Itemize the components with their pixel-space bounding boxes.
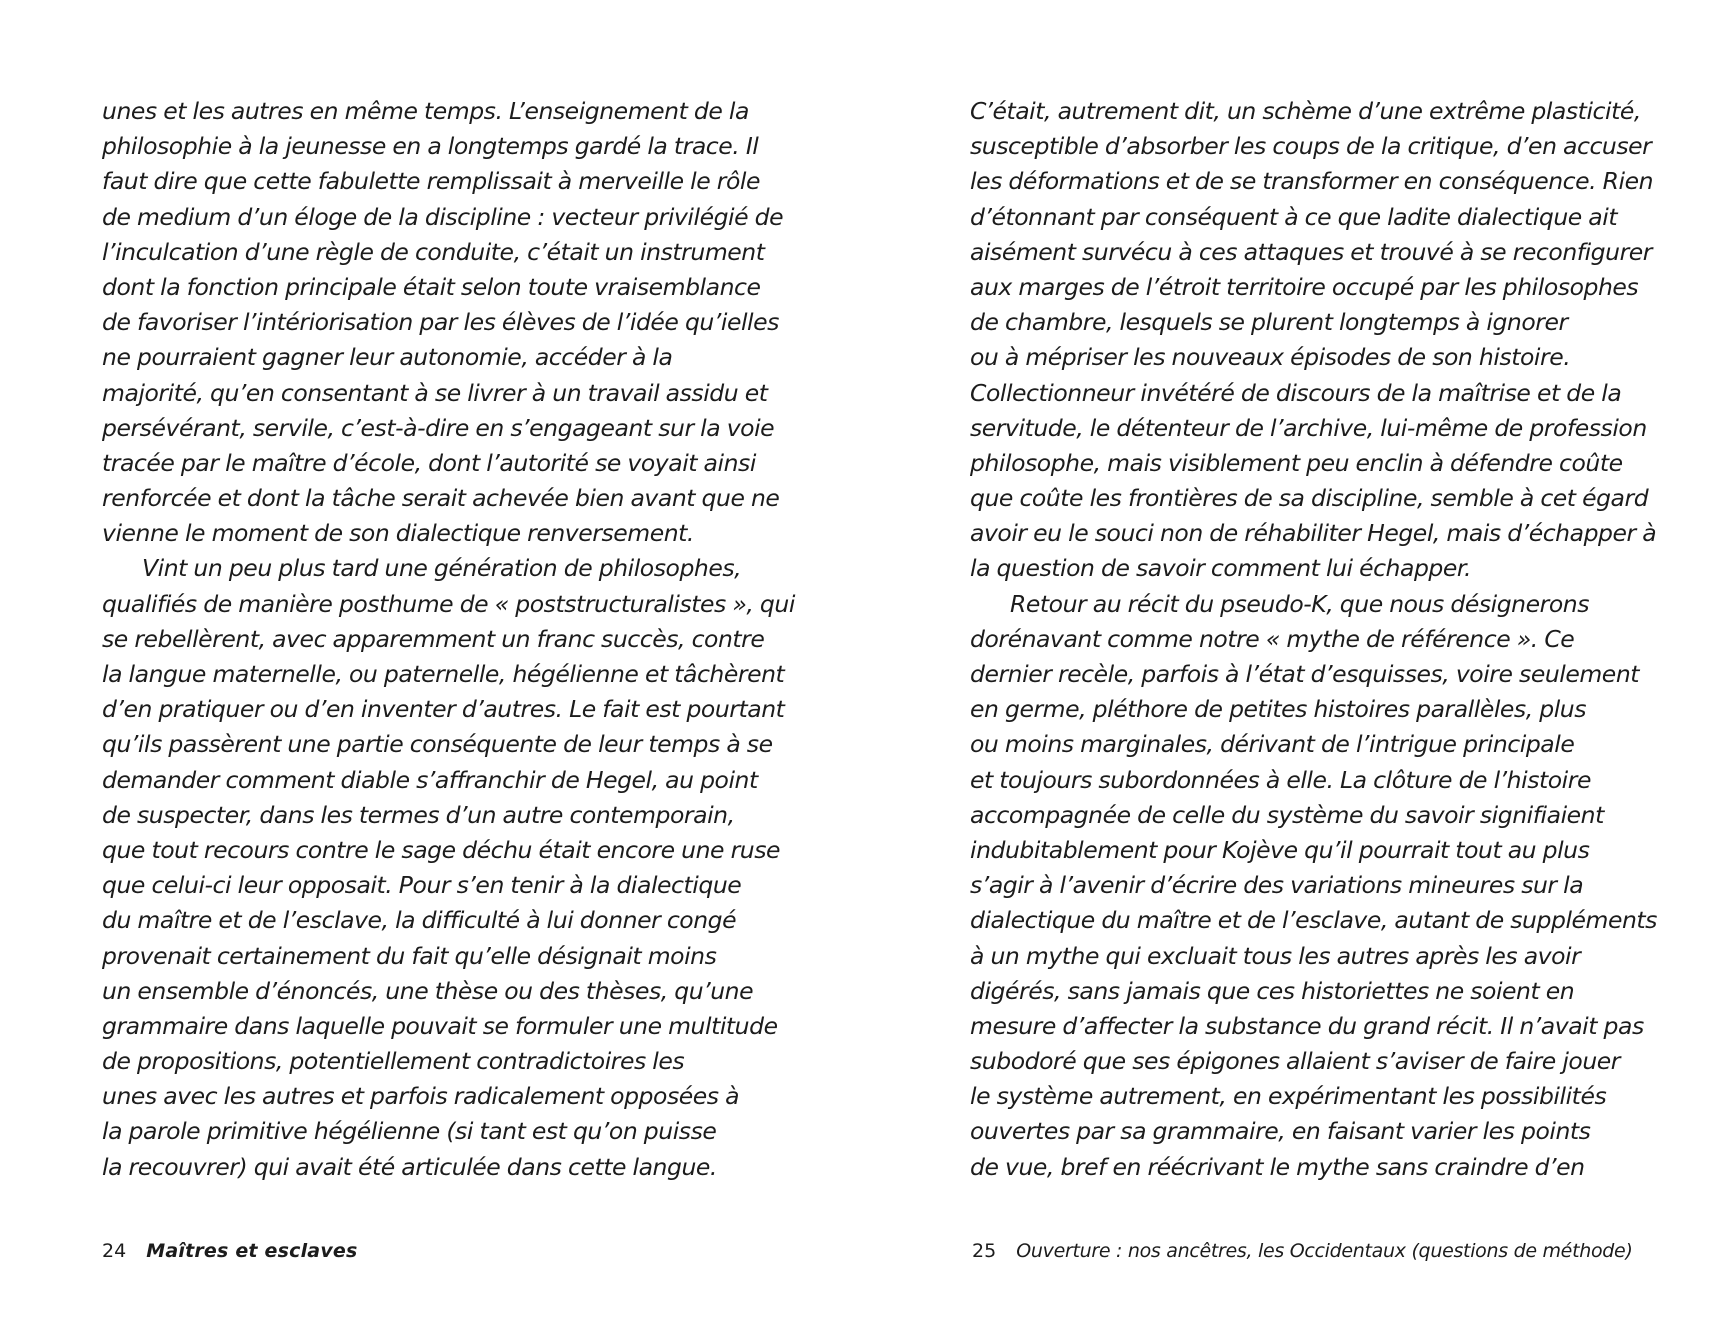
text-line: unes et les autres en même temps. L’enseignement de la	[102, 97, 749, 125]
text-line: accompagnée de celle du système du savoir signifiaient	[970, 800, 1604, 829]
text-line: de propositions, potentiellement contradictoires les	[102, 1047, 685, 1076]
text-line: et toujours subordonnées à elle. La clôture de l’histoire	[970, 765, 1591, 794]
text-line: la parole primitive hégélienne (si tant est qu’on puisse	[102, 1117, 717, 1146]
text-line: la langue maternelle, ou paternelle, hégélienne et tâchèrent	[102, 660, 785, 688]
page-number: 25	[972, 1240, 997, 1262]
paragraph-start-line: Vint un peu plus tard une génération de philosophes,	[142, 554, 742, 583]
text-line: la question de savoir comment lui échapper.	[970, 554, 1471, 583]
text-line: subodoré que ses épigones allaient s’aviser de faire jouer	[970, 1047, 1621, 1076]
text-line: dialectique du maître et de l’esclave, autant de suppléments	[970, 906, 1657, 935]
text-line: qu’ils passèrent une partie conséquente de leur temps à se	[102, 730, 773, 759]
text-line: C’était, autrement dit, un schème d’une extrême plasticité,	[970, 97, 1641, 125]
page-number: 24	[102, 1240, 127, 1262]
text-line: indubitablement pour Kojève qu’il pourrait tout au plus	[970, 835, 1590, 864]
text-line: ne pourraient gagner leur autonomie, accéder à la	[102, 343, 673, 372]
text-line: avoir eu le souci non de réhabiliter Hegel, mais d’échapper à	[970, 519, 1657, 548]
text-line: renforcée et dont la tâche serait achevée bien avant que ne	[102, 484, 780, 513]
text-line: de favoriser l’intériorisation par les élèves de l’idée qu’ielles	[102, 308, 779, 337]
text-line: Collectionneur invétéré de discours de la maîtrise et de la	[970, 378, 1622, 407]
text-line: de vue, bref en réécrivant le mythe sans craindre d’en	[970, 1152, 1585, 1181]
text-line: dorénavant comme notre « mythe de référence ». Ce	[970, 624, 1575, 653]
text-line: que celui-ci leur opposait. Pour s’en tenir à la dialectique	[102, 871, 742, 900]
text-line: susceptible d’absorber les coups de la critique, d’en accuser	[970, 132, 1652, 161]
text-line: ouvertes par sa grammaire, en faisant varier les points	[970, 1117, 1591, 1146]
text-line: le système autrement, en expérimentant les possibilités	[970, 1082, 1607, 1111]
text-line: philosophe, mais visiblement peu enclin à défendre coûte	[970, 448, 1623, 477]
text-line: d’en pratiquer ou d’en inventer d’autres. Le fait est pourtant	[102, 695, 785, 724]
text-line: provenait certainement du fait qu’elle désignait moins	[102, 941, 717, 970]
text-line: d’étonnant par conséquent à ce que ladite dialectique ait	[970, 202, 1618, 231]
text-line: les déformations et de se transformer en conséquence. Rien	[970, 167, 1654, 196]
text-line: dont la fonction principale était selon toute vraisemblance	[102, 272, 761, 301]
text-line: faut dire que cette fabulette remplissait à merveille le rôle	[102, 167, 760, 196]
text-line: que coûte les frontières de sa discipline, semble à cet égard	[970, 484, 1649, 513]
text-line: dernier recèle, parfois à l’état d’esquisses, voire seulement	[970, 660, 1640, 688]
text-line: de suspecter, dans les termes d’un autre contemporain,	[102, 800, 735, 829]
text-line: vienne le moment de son dialectique renversement.	[102, 519, 694, 548]
text-line: aisément survécu à ces attaques et trouvé à se reconfigurer	[970, 237, 1653, 266]
text-line: qualifiés de manière posthume de « poststructuralistes », qui	[102, 589, 795, 618]
text-line: un ensemble d’énoncés, une thèse ou des thèses, qu’une	[102, 976, 754, 1005]
text-line: digérés, sans jamais que ces historiettes ne soient en	[970, 976, 1575, 1005]
text-line: se rebellèrent, avec apparemment un franc succès, contre	[102, 624, 765, 653]
text-line: l’inculcation d’une règle de conduite, c’était un instrument	[102, 237, 765, 266]
right-page-body-text	[970, 94, 1657, 1185]
left-page-footer	[102, 1240, 358, 1262]
text-line: philosophie à la jeunesse en a longtemps gardé la trace. Il	[102, 132, 759, 161]
left-page-body-text	[102, 94, 795, 1185]
text-line: mesure d’affecter la substance du grand récit. Il n’avait pas	[970, 1011, 1644, 1040]
text-line: la recouvrer) qui avait été articulée dans cette langue.	[102, 1152, 717, 1181]
text-line: s’agir à l’avenir d’écrire des variations mineures sur la	[970, 871, 1584, 900]
text-line: persévérant, servile, c’est-à-dire en s’engageant sur la voie	[102, 413, 775, 442]
paragraph-start-line: Retour au récit du pseudo-K, que nous désignerons	[1010, 589, 1590, 618]
right-page	[866, 0, 1732, 1338]
running-title: Ouverture : nos ancêtres, les Occidentaux (questions de méthode)	[1016, 1240, 1633, 1262]
text-line: ou moins marginales, dérivant de l’intrigue principale	[970, 730, 1575, 759]
text-line: de chambre, lesquels se plurent longtemps à ignorer	[970, 308, 1568, 337]
text-line: aux marges de l’étroit territoire occupé par les philosophes	[970, 272, 1639, 301]
text-line: en germe, pléthore de petites histoires parallèles, plus	[970, 695, 1587, 724]
text-line: majorité, qu’en consentant à se livrer à un travail assidu et	[102, 378, 768, 407]
right-page-footer	[972, 1240, 1633, 1262]
text-line: tracée par le maître d’école, dont l’autorité se voyait ainsi	[102, 448, 756, 477]
text-line: unes avec les autres et parfois radicalement opposées à	[102, 1082, 740, 1111]
running-title: Maîtres et esclaves	[146, 1240, 358, 1262]
text-line: servitude, le détenteur de l’archive, lui-même de profession	[970, 413, 1647, 442]
text-line: ou à mépriser les nouveaux épisodes de son histoire.	[970, 343, 1571, 372]
text-line: demander comment diable s’affranchir de Hegel, au point	[102, 765, 758, 794]
text-line: grammaire dans laquelle pouvait se formuler une multitude	[102, 1011, 778, 1040]
text-line: que tout recours contre le sage déchu était encore une ruse	[102, 835, 781, 864]
text-line: du maître et de l’esclave, la difficulté à lui donner congé	[102, 906, 737, 935]
text-line: de medium d’un éloge de la discipline : vecteur privilégié de	[102, 202, 784, 231]
text-line: à un mythe qui excluait tous les autres après les avoir	[970, 941, 1581, 970]
